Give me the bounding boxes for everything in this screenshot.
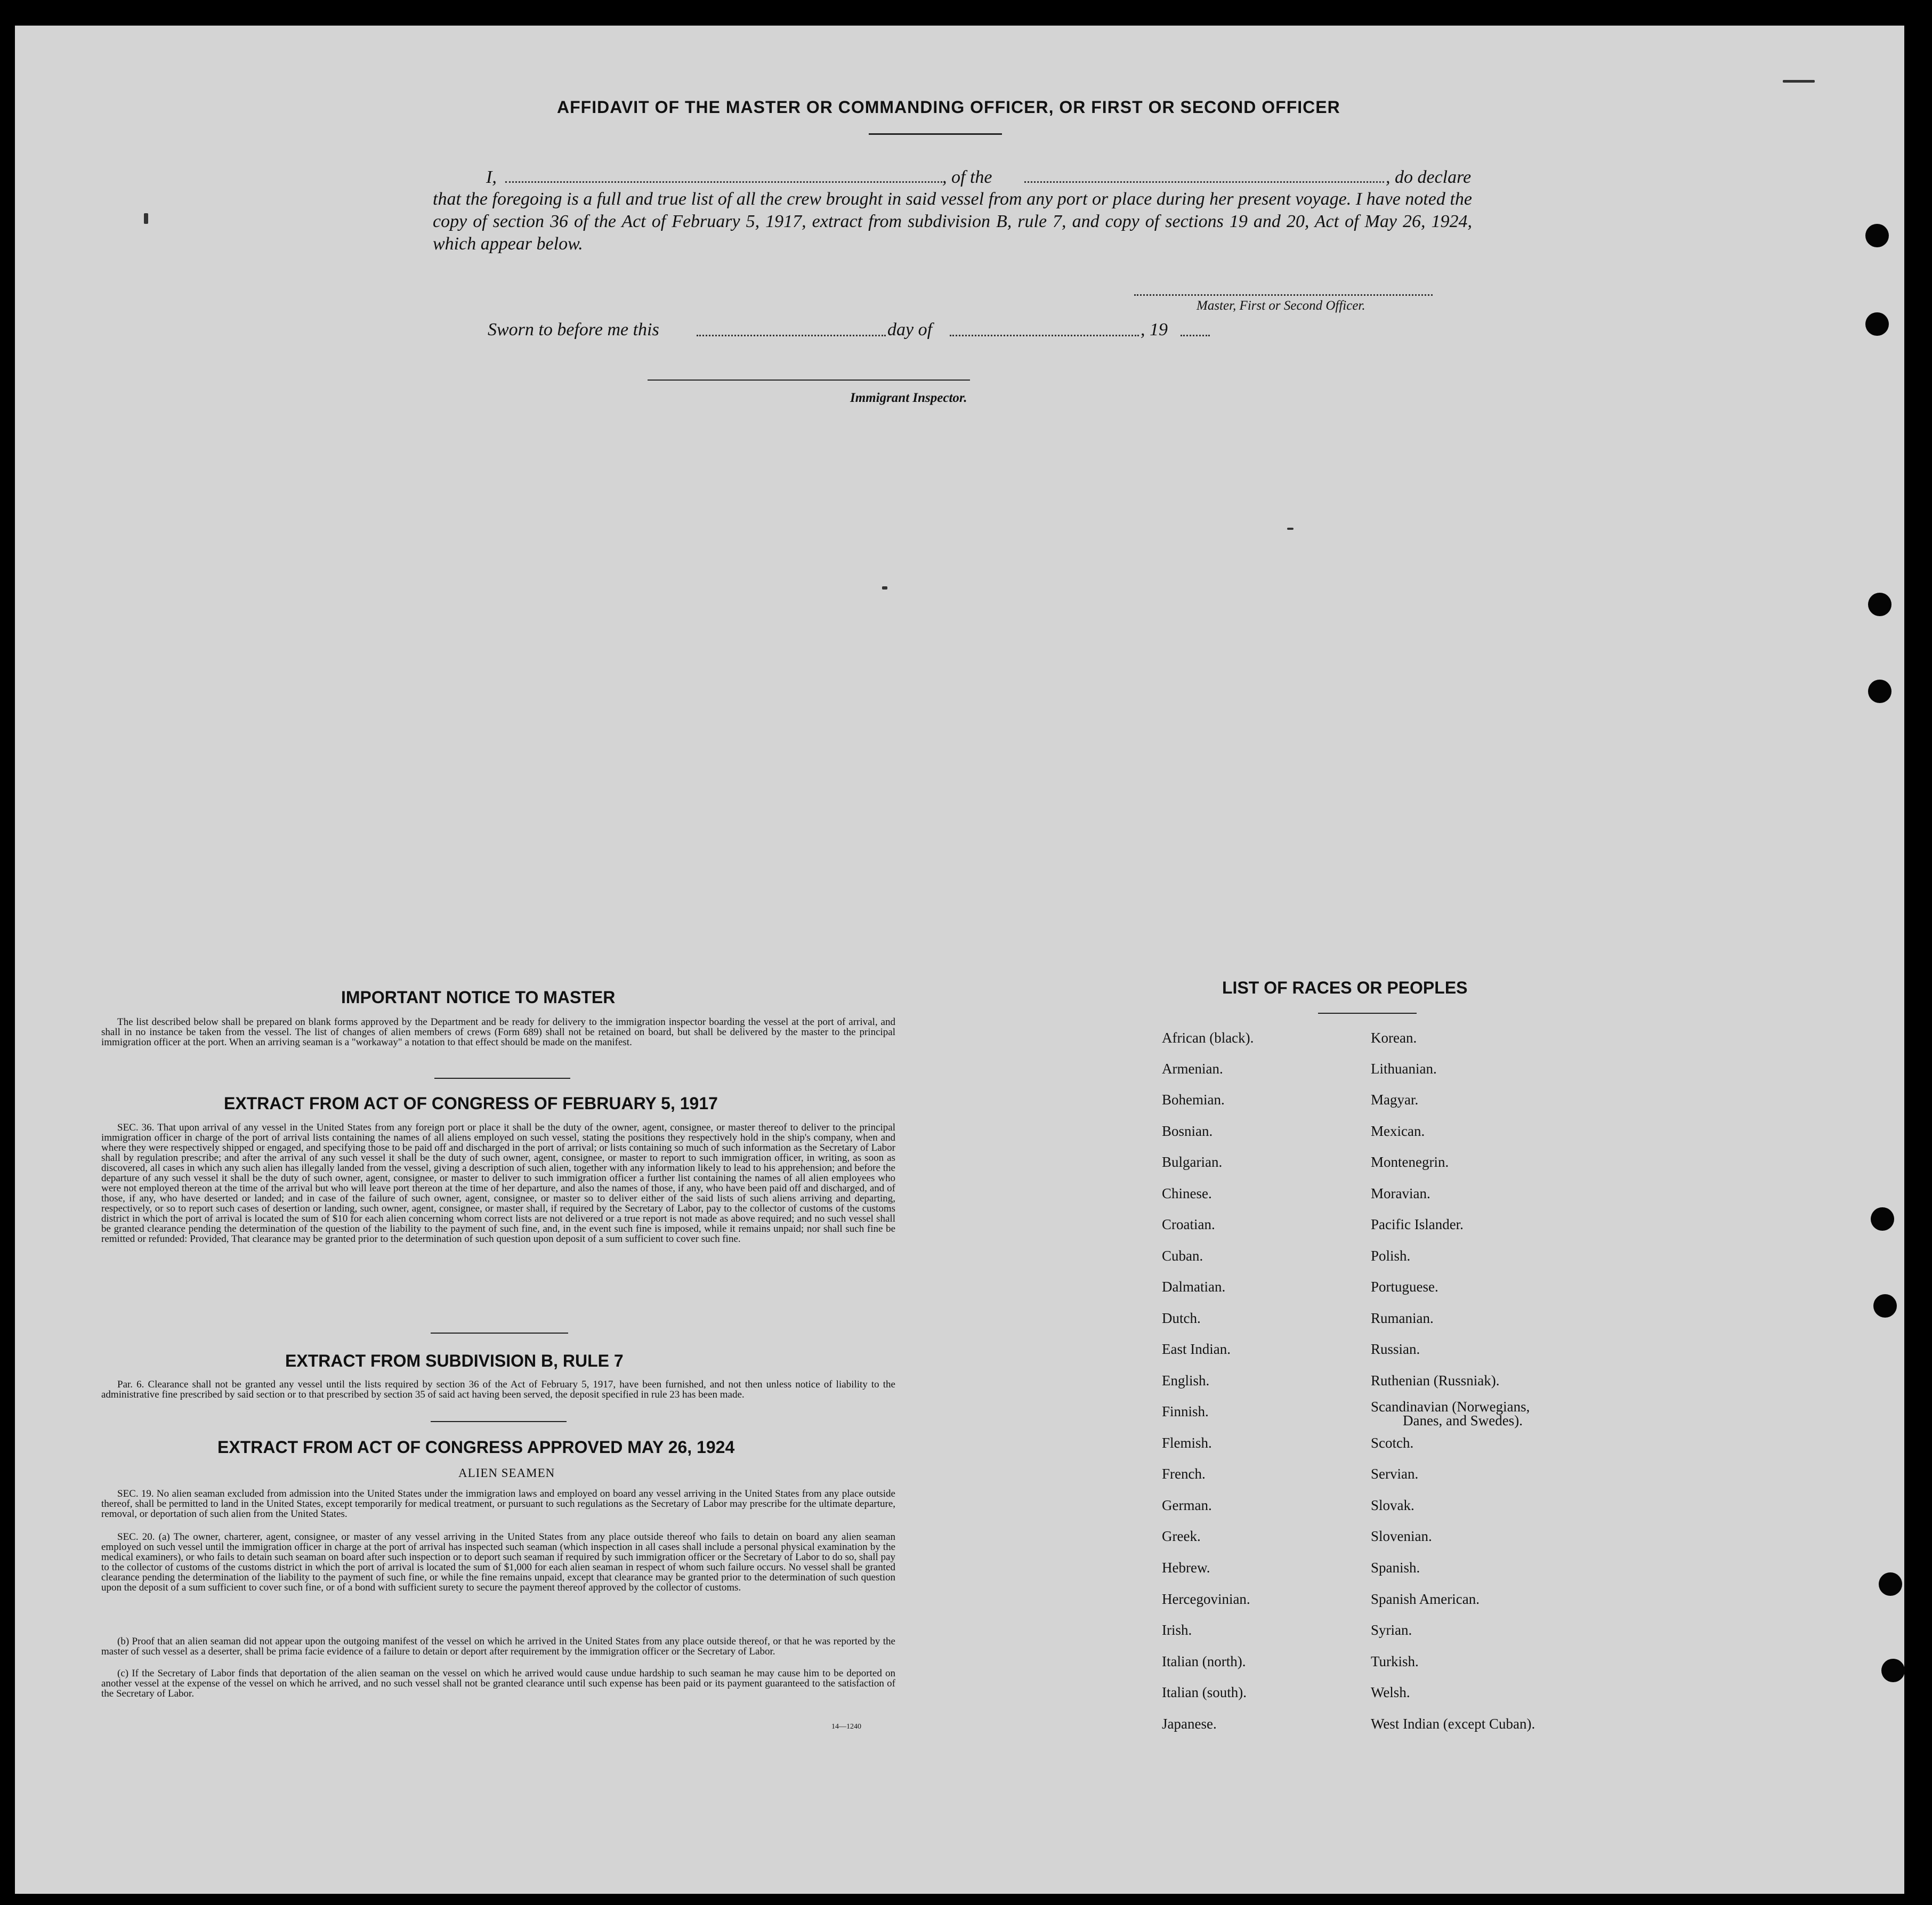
punch-hole bbox=[1868, 593, 1891, 616]
race-item: Scotch. bbox=[1371, 1435, 1414, 1451]
divider bbox=[1318, 1013, 1417, 1014]
ink-speck bbox=[882, 586, 887, 590]
race-item: Cuban. bbox=[1162, 1248, 1203, 1264]
race-item: Irish. bbox=[1162, 1622, 1192, 1638]
race-item: Slovak. bbox=[1371, 1497, 1414, 1513]
punch-hole bbox=[1868, 680, 1891, 703]
ink-speck bbox=[1287, 528, 1294, 530]
extract-rule7-title: EXTRACT FROM SUBDIVISION B, RULE 7 bbox=[285, 1351, 624, 1370]
race-item: Ruthenian (Russniak). bbox=[1371, 1373, 1500, 1389]
affidavit-body: that the foregoing is a full and true list of all the crew brought in said vessel from any port or place during her present voyage. I have noted the copy of section 36 of the Act of February 5, 1917, extract from subdivision B, rule 7, and copy of sections 19 and 20, Act of May 26, 1924, which appear below. bbox=[433, 189, 1472, 254]
race-item: Welsh. bbox=[1371, 1684, 1410, 1700]
punch-hole bbox=[1881, 1659, 1905, 1682]
ink-speck bbox=[1783, 80, 1815, 83]
race-item: Bulgarian. bbox=[1162, 1154, 1223, 1170]
race-item: Italian (south). bbox=[1162, 1684, 1247, 1700]
vessel-prefix: , of the bbox=[942, 167, 992, 187]
race-item: Flemish. bbox=[1162, 1435, 1212, 1451]
declarant-prefix: I, bbox=[486, 167, 497, 187]
race-item: Hercegovinian. bbox=[1162, 1591, 1250, 1607]
race-item: Moravian. bbox=[1371, 1185, 1430, 1201]
title-underline bbox=[869, 133, 1002, 135]
race-item: Pacific Islander. bbox=[1371, 1216, 1464, 1232]
race-item: Portuguese. bbox=[1371, 1279, 1438, 1295]
divider bbox=[431, 1421, 567, 1422]
race-item: Servian. bbox=[1371, 1466, 1419, 1482]
declare-suffix: , do declare bbox=[1386, 167, 1472, 187]
race-item: Armenian. bbox=[1162, 1061, 1223, 1077]
race-item: Syrian. bbox=[1371, 1622, 1412, 1638]
inspector-signature-line[interactable] bbox=[648, 380, 970, 381]
race-item: Croatian. bbox=[1162, 1216, 1215, 1232]
race-item: Magyar. bbox=[1371, 1092, 1419, 1108]
extract-1917-text: SEC. 36. That upon arrival of any vessel in the United States from any foreign port or place it shall be the duty of the owner, agent, consignee, or master thereof to deliver to the principal immigration officer in charge of the port of arrival lists containing the names of all aliens employed on such vessel, stating the positions they respectively hold in the ship's company, when and where they were respectively shipped or engaged, and specifying those to be paid off and discharged in the port of arrival; or lists containing so much of such information as the Secretary of Labor shall by regulation prescribe; and after the arrival of any such vessel it shall be the duty of such owner, agent, consignee, or master to report to such immigration officer, in writing, as soon as discovered, all cases in which any such alien has illegally landed from the vessel, giving a description of such alien, together with any information likely to lead to his apprehension; and before the departure of any such vessel it shall be the duty of such owner, agent, consignee, or master to deliver to such immigration officer a further list containing the names of all alien employees who were not employed thereon at the time of the arrival but who will leave port thereon at the time of her departure, and also the names of those, if any, who have been paid off and discharged, and of those, if any, who have deserted or landed; and in case of the failure of such owner, agent, consignee, or master so to deliver either of the said lists of such aliens arriving and departing, respectively, or so to report such cases of desertion or landing, such owner, agent, consignee, or master shall, if required by the Secretary of Labor, pay to the collector of customs of the customs district in which the port of arrival is located the sum of $10 for each alien concerning whom correct lists are not delivered or a true report is not made as above required; and no such vessel shall be granted clearance pending the determination of the question of the liability to the payment of such fine, and, in the event such fine is imposed, while it remains unpaid; nor shall such fine be remitted or refunded: Provided, That clearance may be granted prior to the determination of such question upon deposit of a sum sufficient to cover such fine. bbox=[101, 1122, 895, 1245]
affidavit-title: AFFIDAVIT OF THE MASTER OR COMMANDING OFFICER, OR FIRST OR SECOND OFFICER bbox=[557, 98, 1340, 117]
races-title: LIST OF RACES OR PEOPLES bbox=[1222, 978, 1468, 997]
extract-rule7-text: Par. 6. Clearance shall not be granted any vessel until the lists required by section 36 of the Act of February 5, 1917, have been furnished, and not then unless notice of liability to the administrative fine prescribed by said section or to that prescribed by section 35 of said act having been served, the deposit specified in rule 23 has been made. bbox=[101, 1379, 895, 1400]
sec20b-text: (b) Proof that an alien seaman did not appear upon the outgoing manifest of the vessel on which he arrived in the United States from any place outside thereof, or that he was reported by the master of such vessel as a deserter, shall be prima facie evidence of a failure to detain or deport after requirement by the immigration officer or the Secretary of Labor. bbox=[101, 1636, 895, 1657]
race-item: Finnish. bbox=[1162, 1403, 1209, 1419]
race-item: Dalmatian. bbox=[1162, 1279, 1226, 1295]
race-item: Bosnian. bbox=[1162, 1123, 1213, 1139]
race-item: Scandinavian (Norwegians, bbox=[1371, 1399, 1530, 1415]
notice-title: IMPORTANT NOTICE TO MASTER bbox=[341, 988, 616, 1007]
race-item: Montenegrin. bbox=[1371, 1154, 1449, 1170]
sworn-year-label: , 19 bbox=[1141, 320, 1168, 340]
race-item: Italian (north). bbox=[1162, 1653, 1246, 1669]
extract-1917-title: EXTRACT FROM ACT OF CONGRESS OF FEBRUARY 5, 1917 bbox=[224, 1094, 718, 1113]
race-item: Japanese. bbox=[1162, 1716, 1217, 1732]
race-item: Dutch. bbox=[1162, 1310, 1201, 1326]
race-item: Rumanian. bbox=[1371, 1310, 1434, 1326]
race-item: Spanish. bbox=[1371, 1560, 1420, 1576]
race-item: Greek. bbox=[1162, 1528, 1201, 1544]
extract-1924-title: EXTRACT FROM ACT OF CONGRESS APPROVED MAY 26, 1924 bbox=[217, 1438, 735, 1457]
race-item: Korean. bbox=[1371, 1030, 1417, 1046]
race-item: Turkish. bbox=[1371, 1653, 1419, 1669]
punch-hole bbox=[1865, 312, 1889, 336]
race-item: East Indian. bbox=[1162, 1341, 1231, 1357]
race-item: French. bbox=[1162, 1466, 1206, 1482]
signature-label: Master, First or Second Officer. bbox=[1197, 298, 1365, 313]
punch-hole bbox=[1873, 1294, 1897, 1318]
race-item: Bohemian. bbox=[1162, 1092, 1225, 1108]
form-number: 14—1240 bbox=[831, 1723, 861, 1731]
divider bbox=[434, 1078, 570, 1079]
sec20a-text: SEC. 20. (a) The owner, charterer, agent, consignee, or master of any vessel arriving in the United States from any place outside thereof who fails to detain on board any alien seaman employed on such vessel until the immigration officer in charge at the port of arrival has inspected such seaman (which inspection in all cases shall include a personal physical examination by the medical examiners), or who fails to detain such seaman on board after such inspection or to deport such seaman if required by such immigration officer or the Secretary of Labor to do so, shall pay to the collector of customs of the customs district in which the port of arrival is located the sum of $1,000 for each alien seaman in respect of whom such failure occurs. No vessel shall be granted clearance pending the determination of the liability to the payment of such fine, or while the fine remains unpaid, except that clearance may be granted prior to the determination of such question upon the deposit of a sum sufficient to cover such fine, or of a bond with sufficient surety to secure the payment thereof approved by the collector of customs. bbox=[101, 1531, 895, 1593]
sworn-month-line[interactable] bbox=[950, 335, 1139, 336]
divider bbox=[431, 1333, 568, 1334]
punch-hole bbox=[1879, 1572, 1902, 1596]
document-page bbox=[15, 26, 1904, 1894]
race-item: Polish. bbox=[1371, 1248, 1411, 1264]
sworn-day-line[interactable] bbox=[697, 335, 886, 336]
race-item-continuation: Danes, and Swedes). bbox=[1403, 1412, 1523, 1428]
race-item: Lithuanian. bbox=[1371, 1061, 1437, 1077]
ink-speck bbox=[144, 213, 148, 224]
sec19-text: SEC. 19. No alien seaman excluded from admission into the United States under the immigration laws and employed on board any vessel arriving in the United States from any place outside thereof, shall be permitted to land in the United States, except temporarily for medical treatment, or pursuant to such regulations as the Secretary of Labor may prescribe for the ultimate departure, removal, or deportation of such alien from the United States. bbox=[101, 1488, 895, 1520]
race-item: African (black). bbox=[1162, 1030, 1254, 1046]
punch-hole bbox=[1871, 1207, 1894, 1231]
sworn-year-line[interactable] bbox=[1181, 335, 1210, 336]
sworn-prefix: Sworn to before me this bbox=[488, 320, 659, 340]
race-item: German. bbox=[1162, 1497, 1212, 1513]
inspector-label: Immigrant Inspector. bbox=[850, 391, 967, 405]
race-item: Mexican. bbox=[1371, 1123, 1425, 1139]
race-item: Chinese. bbox=[1162, 1185, 1212, 1201]
extract-1924-subtitle: ALIEN SEAMEN bbox=[458, 1466, 555, 1480]
sec20c-text: (c) If the Secretary of Labor finds that deportation of the alien seaman on the vessel on which he arrived would cause undue hardship to such seaman he may cause him to be deported on another vessel at the expense of the vessel on which he arrived, and no such vessel shall not be granted clearance until such expense has been paid or its payment guaranteed to the satisfaction of the Secretary of Labor. bbox=[101, 1668, 895, 1699]
punch-hole bbox=[1865, 224, 1889, 247]
sworn-day-label: day of bbox=[887, 320, 933, 340]
race-item: Russian. bbox=[1371, 1341, 1420, 1357]
race-item: Spanish American. bbox=[1371, 1591, 1480, 1607]
notice-text: The list described below shall be prepared on blank forms approved by the Department and be ready for delivery to the immigration inspector boarding the vessel at the port of arrival, and shall in no instance be taken from the vessel. The list of changes of alien members of crews (Form 689) shall not be retained on board, but shall be delivered by the master to the principal immigration officer at the port. When an arriving seaman is a "workaway" a notation to that effect should be made on the manifest. bbox=[101, 1016, 895, 1048]
race-item: Slovenian. bbox=[1371, 1528, 1432, 1544]
race-item: Hebrew. bbox=[1162, 1560, 1210, 1576]
race-item: English. bbox=[1162, 1373, 1210, 1389]
race-item: West Indian (except Cuban). bbox=[1371, 1716, 1535, 1732]
declarant-name-line[interactable] bbox=[505, 181, 942, 183]
vessel-name-line[interactable] bbox=[1024, 181, 1384, 183]
signature-line[interactable] bbox=[1134, 294, 1433, 296]
